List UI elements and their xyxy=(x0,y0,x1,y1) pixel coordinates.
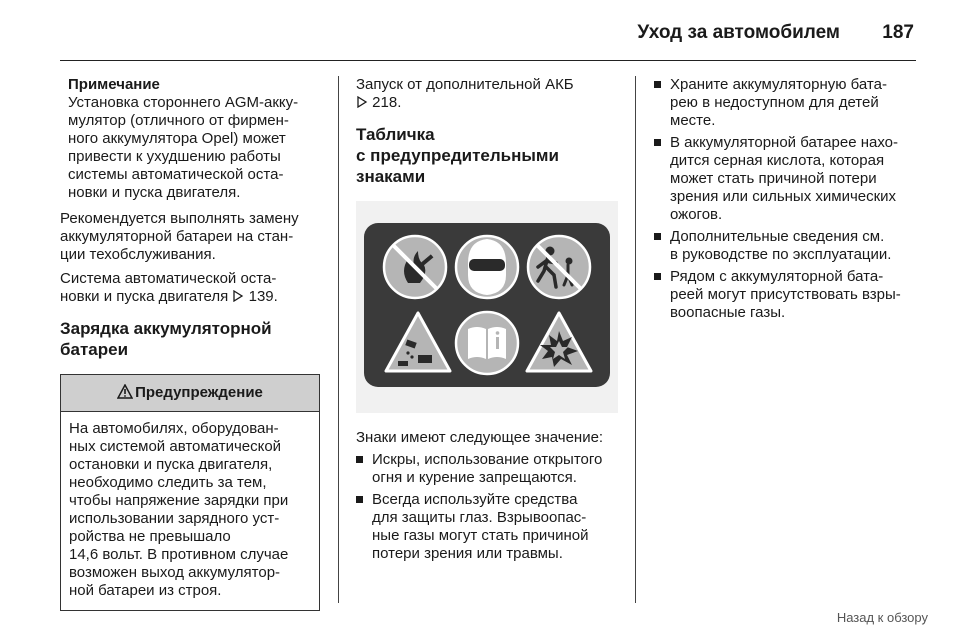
note-line: новки и пуска двигателя. xyxy=(68,184,241,201)
warning-line: ных системой автоматической xyxy=(69,438,282,455)
list-item xyxy=(654,76,924,130)
signs-meaning-list xyxy=(356,451,622,563)
bullet-square-icon xyxy=(654,81,661,88)
note-line: системы автоматической оста- xyxy=(68,166,284,183)
list-line: Дополнительные сведения см. xyxy=(670,228,885,245)
list-line: для защиты глаз. Взрывоопас- xyxy=(372,509,587,526)
bullet-square-icon xyxy=(356,456,363,463)
list-line: потери зрения или травмы. xyxy=(372,545,563,562)
list-line: Всегда используйте средства xyxy=(372,491,578,508)
heading-line: батареи xyxy=(60,340,129,359)
eye-protection-sign-icon xyxy=(456,236,518,298)
warning-line: возможен выход аккумулятор- xyxy=(69,564,281,581)
paragraph-start-stop xyxy=(60,270,322,306)
list-line: ожогов. xyxy=(670,206,723,223)
back-to-overview-link[interactable]: Назад к обзору xyxy=(836,610,928,625)
page-reference-link[interactable] xyxy=(232,288,277,305)
page-title: Уход за автомобилем xyxy=(637,22,840,43)
warning-triangle-icon xyxy=(117,384,133,399)
text-line-with-ref xyxy=(60,288,322,306)
section-heading-charging xyxy=(60,318,322,360)
bullet-square-icon xyxy=(654,139,661,146)
text-line: ции техобслуживания. xyxy=(60,246,216,263)
column-2 xyxy=(356,76,622,567)
list-item xyxy=(654,228,924,264)
keep-children-away-sign-icon xyxy=(528,236,590,298)
list-line: воопасные газы. xyxy=(670,304,786,321)
list-line: Искры, использование открытого xyxy=(372,451,603,468)
warning-header xyxy=(61,375,319,412)
note-line: мулятор (отличного от фирмен- xyxy=(68,112,289,129)
list-line: Храните аккумуляторную бата- xyxy=(670,76,887,93)
note-block xyxy=(60,76,322,202)
text-line: Система автоматической оста- xyxy=(60,270,277,287)
list-item xyxy=(654,134,924,224)
paragraph-replace-battery xyxy=(60,210,322,264)
column-divider xyxy=(338,76,339,603)
page-reference-number: 218. xyxy=(372,94,402,111)
list-item xyxy=(654,268,924,322)
note-line: ного аккумулятора Opel) может xyxy=(68,130,286,147)
arrow-reference-icon xyxy=(232,290,244,302)
warning-box xyxy=(60,374,320,611)
list-line: Рядом с аккумуляторной бата- xyxy=(670,268,884,285)
note-line: привести к ухудшению работы xyxy=(68,148,281,165)
text-fragment: новки и пуска двигателя xyxy=(60,288,229,305)
warning-signs-plate xyxy=(356,201,618,413)
heading-line: Зарядка аккумуляторной xyxy=(60,319,272,338)
text-line: Рекомендуется выполнять замену xyxy=(60,210,299,227)
list-line: дится серная кислота, которая xyxy=(670,152,885,169)
section-heading-warning-plate xyxy=(356,124,622,187)
warning-line: 14,6 вольт. В противном случае xyxy=(69,546,289,563)
arrow-reference-icon xyxy=(356,96,368,108)
page-header xyxy=(60,20,916,61)
list-line: огня и курение запрещаются. xyxy=(372,469,577,486)
list-item xyxy=(356,451,622,487)
bullet-square-icon xyxy=(356,496,363,503)
warning-line: На автомобилях, оборудован- xyxy=(69,420,279,437)
list-line: реей могут присутствовать взры- xyxy=(670,286,901,303)
note-line: Установка стороннего AGM-акку- xyxy=(68,94,299,111)
signs-meaning-list-continued xyxy=(654,76,924,322)
warning-line: использовании зарядного уст- xyxy=(69,510,280,527)
list-line: может стать причиной потери xyxy=(670,170,877,187)
page-reference-link[interactable] xyxy=(356,94,401,111)
list-line: ные газы могут стать причиной xyxy=(372,527,589,544)
warning-line: необходимо следить за тем, xyxy=(69,474,267,491)
warning-line: ной батареи из строя. xyxy=(69,582,222,599)
signs-caption: Знаки имеют следующее значение: xyxy=(356,429,604,446)
bullet-square-icon xyxy=(654,273,661,280)
heading-line: Табличка xyxy=(356,125,435,144)
no-fire-sign-icon xyxy=(384,236,446,298)
heading-line: знаками xyxy=(356,167,426,186)
warning-line: чтобы напряжение зарядки при xyxy=(69,492,289,509)
text-line-with-ref xyxy=(356,94,622,112)
list-line: месте. xyxy=(670,112,716,129)
bullet-square-icon xyxy=(654,233,661,240)
warning-body xyxy=(61,412,319,610)
list-line: в руководстве по эксплуатации. xyxy=(670,246,892,263)
note-title: Примечание xyxy=(68,76,160,93)
page-reference-number: 139. xyxy=(248,288,278,305)
list-line: зрения или сильных химических xyxy=(670,188,897,205)
text-line: аккумуляторной батареи на стан- xyxy=(60,228,294,245)
column-1 xyxy=(60,76,322,611)
warning-line: остановки и пуска двигателя, xyxy=(69,456,273,473)
heading-line: с предупредительными xyxy=(356,146,559,165)
warning-title: Предупреждение xyxy=(135,384,263,401)
warning-line: ройства не превышало xyxy=(69,528,231,545)
warning-signs-figure xyxy=(356,201,618,413)
text-line: Запуск от дополнительной АКБ xyxy=(356,76,574,93)
list-item xyxy=(356,491,622,563)
list-line: В аккумуляторной батарее нахо- xyxy=(670,134,899,151)
page-number: 187 xyxy=(882,22,914,43)
read-manual-sign-icon xyxy=(456,312,518,374)
list-line: рею в недоступном для детей xyxy=(670,94,879,111)
column-divider xyxy=(635,76,636,603)
column-3 xyxy=(654,76,924,326)
